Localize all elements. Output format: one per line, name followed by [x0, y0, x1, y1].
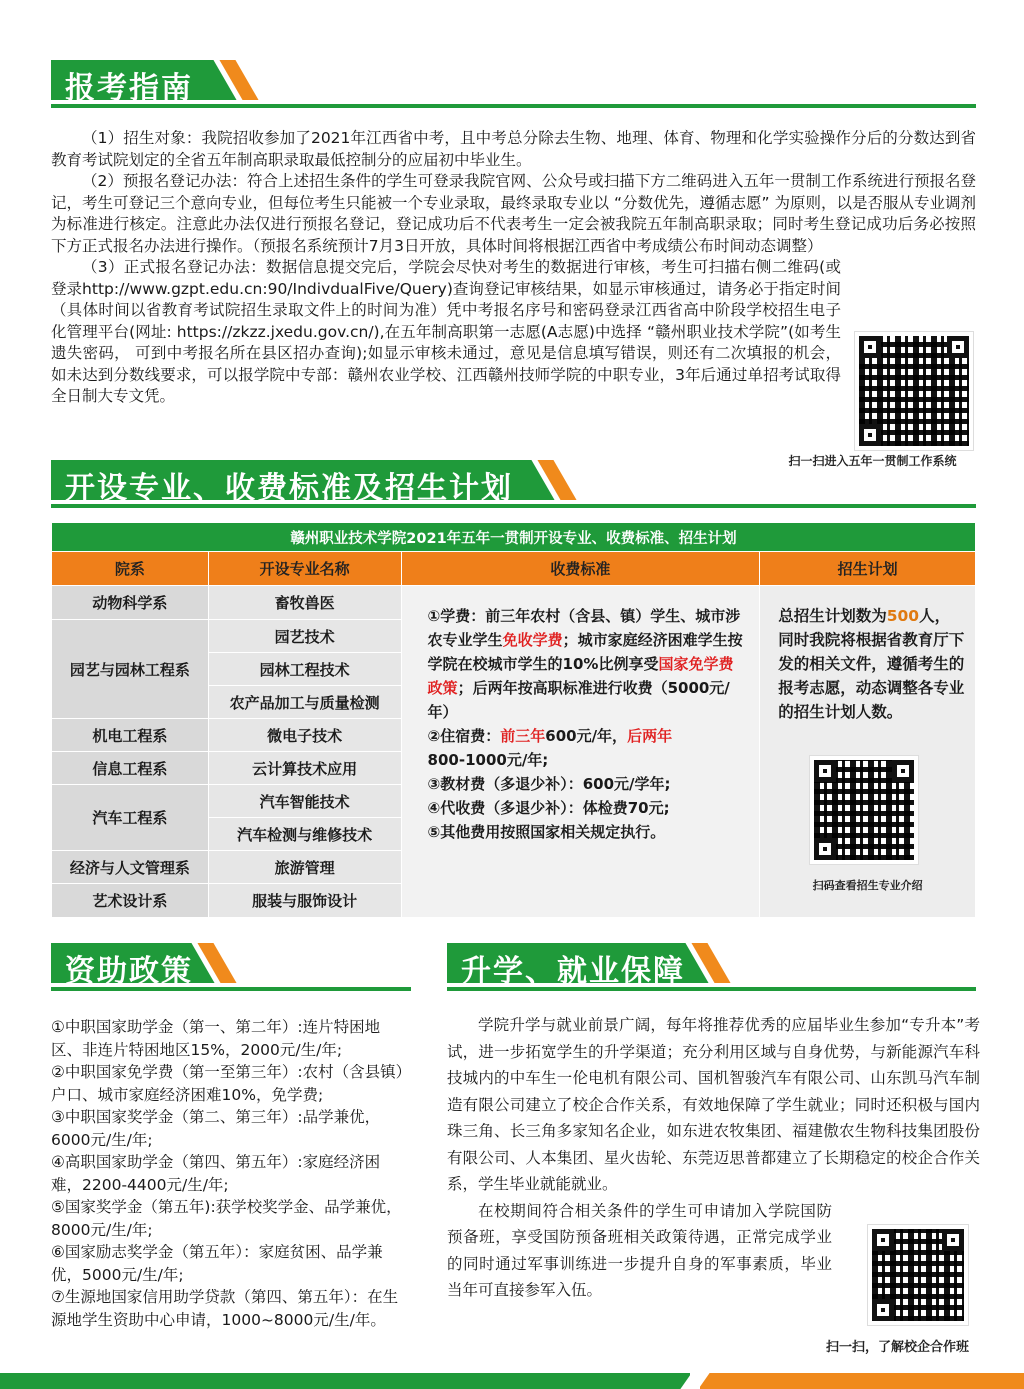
aid-item: ①中职国家助学金（第一、第二年）:连片特困地区、非连片特困地区15%，2000元/生/年;: [51, 1018, 381, 1059]
dept-cell: 动物科学系: [52, 586, 209, 620]
fee-highlight: 免收学费: [502, 631, 563, 649]
dept-cell: 艺术设计系: [52, 884, 209, 918]
major-cell: 园艺技术: [208, 620, 401, 653]
guide-text: [51, 128, 976, 408]
qr-caption-majors: 扫码查看招生专业介绍: [812, 879, 923, 892]
fee-text: ⑤其他费用按照国家相关规定执行。: [427, 823, 666, 841]
qr-caption-enterprise: 扫一扫，了解校企合作班: [825, 1340, 969, 1355]
aid-item: ⑦生源地国家信用助学贷款（第四、第五年）：在生源地学生资助中心申请，1000~8000元/生/年。: [51, 1288, 399, 1329]
dept-cell: 汽车工程系: [52, 785, 209, 851]
guide-paragraph-3: （3）正式报名登记办法：数据信息提交完后，学院会尽快对考生的数据进行审核，考生可扫描右侧二维码(或登录http://www.gzpt.edu.cn:90/IndivdualFive/Query)查询登记审核结果，如显示审核通过，请务必于指定时间（具体时间以省教育考试院招生录取文件上的时间为准）凭中考报名序号和密码登录江西省高中阶段学校招生电子化管理平台(网址: https://zkzz.jxedu.gov.cn/),在五年制高职第一志愿(A志愿)中选择 “赣州职业技术学院”(如考生遗失密码， 可到中考报名所在县区招办查询);如显示审核未通过，意见是信息填写错误，则还有二次填报的机会，如未达到分数线要求，可以报学院中专部：赣州农业学校、江西赣州技师学院的中职专业，3年后通过单招考试取得全日制大专文凭。: [51, 258, 841, 405]
fee-text: ；后两年按高职标准进行收费（5000元/年）: [427, 679, 730, 721]
major-cell: 旅游管理: [208, 851, 401, 884]
major-cell: 汽车智能技术: [208, 785, 401, 818]
aid-item: ⑤国家奖学金（第五年):获学校奖学金、品学兼优，8000元/生/年;: [51, 1198, 402, 1239]
major-cell: 服装与服饰设计: [208, 884, 401, 918]
column-header: 收费标准: [401, 552, 760, 586]
fee-text: ②住宿费：: [427, 727, 501, 745]
career-paragraph-2: 在校期间符合相关条件的学生可申请加入学院国防预备班，享受国防预备班相关政策待遇，正常完成学业的同时通过军事训练进一步提升自身的军事素质，毕业当年可直接参军入伍。: [447, 1201, 832, 1299]
plan-text: 人，同时我院将根据省教育厅下发的相关文件，遵循考生的报考志愿，动态调整各专业的招生计划人数。: [778, 607, 965, 721]
section-title: 升学、就业保障: [461, 954, 685, 989]
major-cell: 农产品加工与质量检测: [208, 686, 401, 719]
column-header: 招生计划: [760, 552, 976, 586]
plan-text: 总招生计划数为: [778, 607, 887, 625]
dept-cell: 信息工程系: [52, 752, 209, 785]
fee-text: ③教材费（多退少补）：600元/学年;: [427, 775, 671, 793]
qr-caption-enroll: 扫一扫进入五年一贯制工作系统: [788, 454, 957, 468]
dept-cell: 机电工程系: [52, 719, 209, 752]
fee-text: ④代收费（多退少补）：体检费70元;: [427, 799, 670, 817]
aid-item: ③中职国家奖学金（第二、第三年）:品学兼优，6000元/生/年;: [51, 1108, 381, 1149]
section-title: 资助政策: [65, 954, 193, 989]
section-header-majors: [51, 460, 976, 510]
fee-highlight: 后两年: [627, 727, 673, 745]
major-cell: 汽车检测与维修技术: [208, 818, 401, 851]
fee-text: 800-1000元/年;: [427, 751, 549, 769]
section-header-career: [447, 943, 976, 993]
aid-item: ⑥国家励志奖学金（第五年）：家庭贫困、品学兼优，5000元/生/年;: [51, 1243, 383, 1284]
fee-highlight: 前三年: [500, 727, 546, 745]
guide-paragraph-1: （1）招生对象：我院招收参加了2021年江西省中考，且中考总分除去生物、地理、体育、物理和化学实验操作分后的分数达到省教育考试院划定的全省五年制高职录取最低控制分的应届初中毕业生。: [51, 129, 976, 169]
aid-item: ④高职国家助学金（第四、第五年）:家庭经济困难，2200-4400元/生/年;: [51, 1153, 381, 1194]
aid-list: [51, 1016, 409, 1331]
footer-green: [0, 1373, 690, 1389]
major-cell: 园林工程技术: [208, 653, 401, 686]
section-title: 开设专业、收费标准及招生计划: [65, 471, 513, 506]
column-header: 开设专业名称: [208, 552, 401, 586]
section-title: 报考指南: [65, 71, 193, 106]
dept-cell: 经济与人文管理系: [52, 851, 209, 884]
qr-code-enterprise-class[interactable]: [868, 1225, 968, 1325]
qr-code-majors[interactable]: [810, 756, 918, 864]
column-header: 院系: [52, 552, 209, 586]
section-header-guide: [51, 60, 976, 110]
major-cell: 云计算技术应用: [208, 752, 401, 785]
fee-standard: [401, 586, 760, 918]
majors-table: [51, 522, 976, 918]
dept-cell: 园艺与园林工程系: [52, 620, 209, 719]
footer-bar: [0, 1373, 1024, 1389]
footer-orange: [700, 1373, 1024, 1389]
fee-text: ①学费：前三年农村（含县、镇）学生、城市涉农专业学生: [427, 607, 741, 649]
guide-paragraph-2: （2）预报名登记办法：符合上述招生条件的学生可登录我院官网、公众号或扫描下方二维码进入五年一贯制工作系统进行预报名登记，考生可登记三个意向专业，但每位考生只能被一个专业录取，最终录取专业以 “分数优先，遵循志愿” 为原则，以是否服从专业调剂为标准进行核定。注意此办法仅进行预报名登记，登记成功后不代表考生一定会被我院五年制高职录取；同时考生登记成功后务必按照下方正式报名办法进行操作。（预报名系统预计7月3日开放，具体时间将根据江西省中考成绩公布时间动态调整）: [51, 172, 976, 255]
qr-code-enroll-system[interactable]: [855, 332, 973, 450]
fee-highlight: 国家免学费政策: [427, 655, 734, 697]
aid-item: ②中职国家免学费（第一至第三年）:农村（含县镇）户口、城市家庭经济困难10%，免学费;: [51, 1063, 404, 1104]
major-cell: 畜牧兽医: [208, 586, 401, 620]
fee-text: 600元/年，: [545, 727, 628, 745]
career-paragraph-1: 学院升学与就业前景广阔，每年将推荐优秀的应届毕业生参加“专升本”考试，进一步拓宽学生的升学渠道；充分利用区域与自身优势，与新能源汽车科技城内的中车生一伦电机有限公司、国机智骏汽车有限公司、山东凯马汽车制造有限公司建立了校企合作关系，有效地保障了学生就业；同时还积极与国内珠三角、长三角多家知名企业，如东进农牧集团、福建傲农生物科技集团股份有限公司、人本集团、星火齿轮、东莞迈思普都建立了长期稳定的校企合作关系，学生毕业就能就业。: [447, 1016, 980, 1193]
section-header-aid: [51, 943, 411, 993]
fee-text: ；城市家庭经济困难学生按学院在校城市学生的10%比例享受: [427, 631, 743, 673]
major-cell: 微电子技术: [208, 719, 401, 752]
table-caption: 赣州职业技术学院2021年五年一贯制开设专业、收费标准、招生计划: [52, 523, 976, 552]
plan-number: 500: [886, 607, 920, 625]
enrollment-plan: [760, 586, 976, 918]
